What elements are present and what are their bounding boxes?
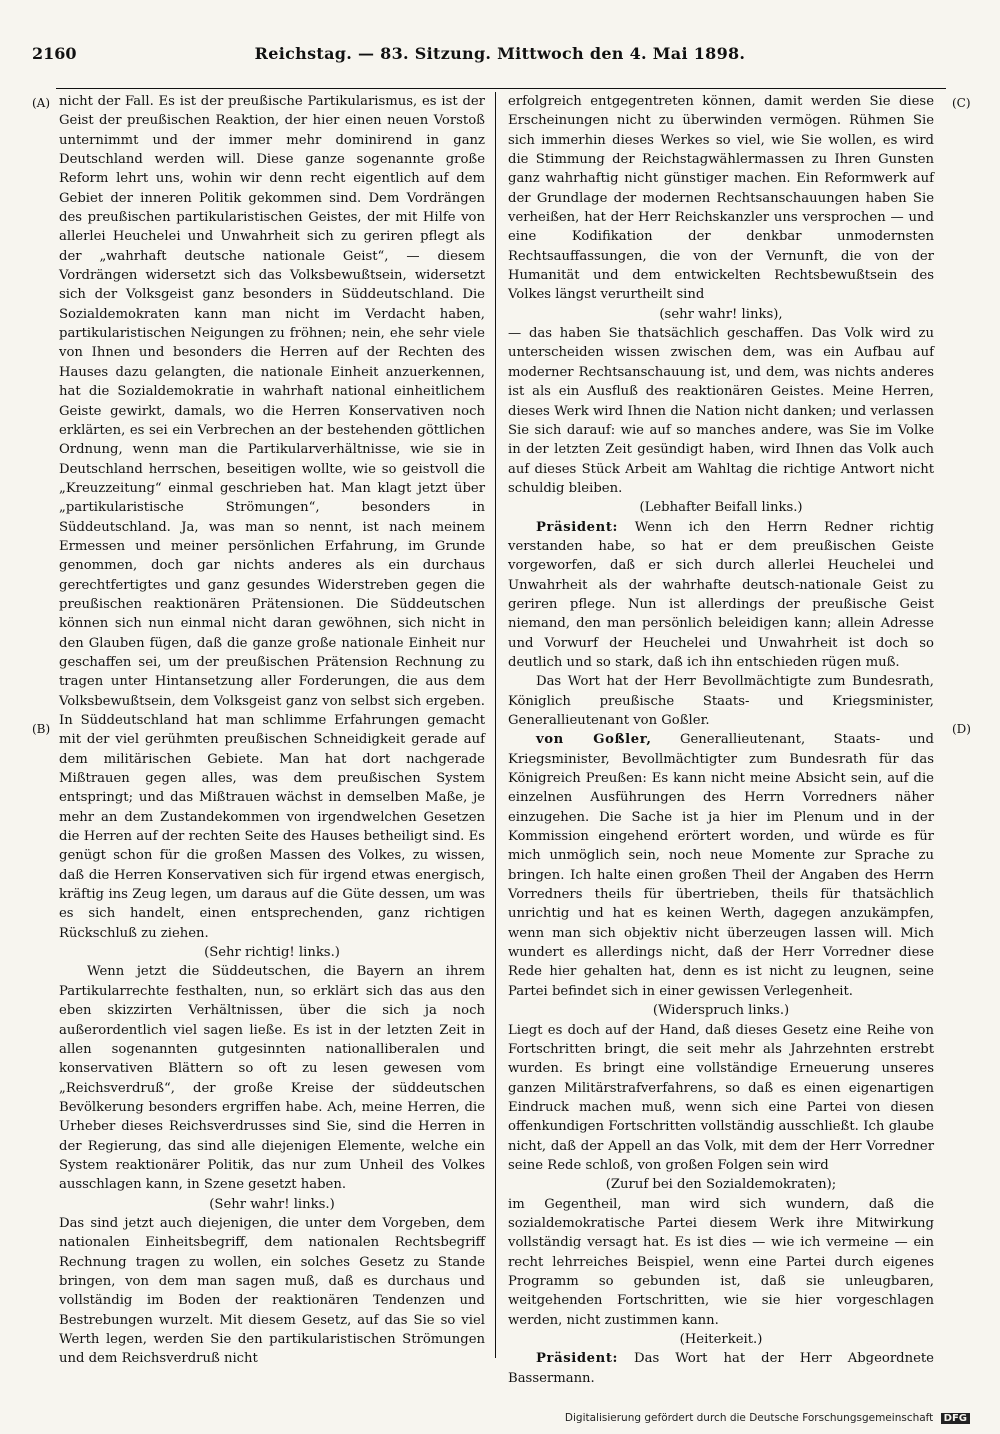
- speech-paragraph: [508, 730, 934, 1001]
- left-column: [59, 92, 485, 1367]
- interjection: (Zuruf bei den Sozialdemokraten);: [605, 1177, 837, 1193]
- speech-text: Das Wort hat der Herr Abgeordnete Bassermann.: [508, 1351, 934, 1386]
- interjection: (sehr wahr! links),: [659, 306, 783, 322]
- interjection: (Widerspruch links.): [652, 1003, 790, 1019]
- dfg-logo: DFG: [941, 1413, 970, 1424]
- running-title: Reichstag. — 83. Sitzung. Mittwoch den 4. Mai 1898.: [254, 44, 746, 63]
- speech-text: Generallieutenant, Staats- und Kriegsminister, Bevollmächtigter zum Bundesrath für das Königreich Preußen: Es kann nicht meine Absicht sein, auf die einzelnen Ausführungen des Herrn Vorredners näher einzugehen. Die Sache ist ja hier im Plenum und in der Kommission eingehend erörtert worden, und würde es für mich unmöglich sein, noch neue Momente zur Sprache zu bringen. Ich halte einen großen Theil der Angaben des Herrn Vorredners theils für übertrieben, theils für thatsächlich unrichtig und hat es keinen Werth, dagegen anzukämpfen, wenn man sich objektiv nicht überzeugen lassen will. Mich wundert es allerdings nicht, daß der Herr Vorredner diese Rede hier gehalten hat, denn es ist nicht zu leugnen, seine Partei befindet sich in einer gewissen Verlegenheit.: [508, 732, 934, 999]
- speaker-name: von Goßler,: [536, 732, 652, 748]
- speech-text: Wenn ich den Herrn Redner richtig verstanden habe, so hat er dem preußischen Geiste vorgeworfen, daß er sich durch allerlei Heuchelei und Unwahrheit als der wahrhafte deutsch-nationale Geist zu geriren pflege. Nun ist allerdings der preußische Geist niemand, den man persönlich beleidigen kann; allein Adresse und Vorwurf der Heuchelei und Unwahrheit ist doch so deutlich und so stark, daß ich ihn entschieden rügen muß.: [508, 519, 934, 670]
- credit-text: Digitalisierung gefördert durch die Deutsche Forschungsgemeinschaft: [564, 1412, 934, 1424]
- interjection: (Lebhafter Beifall links.): [639, 500, 803, 516]
- column-divider: [495, 92, 496, 1358]
- paragraph: Liegt es doch auf der Hand, daß dieses Gesetz eine Reihe von Fortschritten bringt, die seit mehr als Jahrzehnten erstrebt wurden. Es bringt eine vollständige Erneuerung unseres ganzen Militärstrafverfahrens, so daß es einen eigenartigen Eindruck machen muß, wenn sich eine Partei von diesen offenkundigen Fortschritten vollständig ausschließt. Ich glaube nicht, daß der Appell an das Volk, mit dem der Herr Vorredner seine Rede schloß, von großen Folgen sein wird: [508, 1022, 934, 1173]
- speech-paragraph: [508, 518, 934, 673]
- speech-paragraph: [508, 1349, 934, 1388]
- paragraph: Das Wort hat der Herr Bevollmächtigte zum Bundesrath, Königlich preußische Staats- und Kriegsminister, Generallieutenant von Goßler.: [508, 674, 934, 728]
- paragraph: nicht der Fall. Es ist der preußische Partikularismus, es ist der Geist der preußischen Reaktion, der hier einen neuen Vorstoß unternimmt und der immer mehr dominirend in ganz Deutschland werden will. Diese ganze sogenannte große Reform lehrt uns, wohin wir denn recht eigentlich auf dem Gebiet der inneren Politik gekommen sind. Dem Vordrängen des preußischen partikularistischen Geistes, der mit Hilfe von allerlei Heuchelei und Unwahrheit sich zu geriren pflegt als der „wahrhaft deutsche nationale Geist“, — diesem Vordrängen widersetzt sich das Volksbewußtsein, widersetzt sich der Volksgeist ganz besonders in Süddeutschland. Die Sozialdemokraten kann man nicht im Verdacht haben, partikularistischen Neigungen zu fröhnen; nein, ehe sehr viele von Ihnen und besonders die Herren auf der Rechten des Hauses dazu gelangten, die nationale Einheit anzuerkennen, hat die Sozialdemokratie in wahrhaft national einheitlichem Geiste gewirkt, damals, wo die Herren Konservativen noch erklärten, es sei ein Verbrechen an der bestehenden göttlichen Ordnung, wenn man die Partikularverhältnisse, wie sie in Deutschland herrschen, beseitigen wollte, wie so geistvoll die „Kreuzzeitung“ einmal geschrieben hat. Man klagt jetzt über „partikularistische Strömungen“, besonders in Süddeutschland. Ja, was man so nennt, ist nach meinem Ermessen und meiner persönlichen Erfahrung, im Grunde genommen, doch gar nichts anderes als ein durchaus gerechtfertigtes und ganz gesundes Widerstreben gegen die preußischen reaktionären Prätensionen. Die Süddeutschen können sich nun einmal nicht daran gewöhnen, sich nicht in den Glauben fügen, daß die ganze große nationale Einheit nur geschaffen sei, um der preußischen Prätension Rechnung zu tragen unter Hintansetzung aller Forderungen, die aus dem Volksbewußtsein, dem Volksgeist ganz von selbst sich ergeben. In Süddeutschland hat man schlimme Erfahrungen gemacht mit der viel gerühmten preußischen Schneidigkeit gerade auf dem militärischen Gebiete. Man hat dort nachgerade Mißtrauen gegen alles, was dem preußischen System entspringt; und das Mißtrauen wächst in demselben Maße, je mehr an dem Zustandekommen von irgendwelchen Gesetzen die Herren auf der rechten Seite des Hauses betheiligt sind. Es genügt schon für die großen Massen des Volkes, zu wissen, daß die Herren Konservativen sich für irgend etwas energisch, kräftig ins Zeug legen, um daraus auf die Güte dessen, um was es sich handelt, einen entsprechenden, ganz richtigen Rückschluß zu ziehen.: [59, 94, 485, 941]
- paragraph: Wenn jetzt die Süddeutschen, die Bayern an ihrem Partikularrechte festhalten, nun, so erklärt sich das aus den eben skizzirten Verhältnissen, über die sich ja noch außerordentlich viel sagen ließe. Es ist in der letzten Zeit in allen sogenannten gutgesinnten nationalliberalen und konservativen Blättern so oft zu lesen gewesen vom „Reichsverdruß“, der große Kreise der süddeutschen Bevölkerung besonders ergriffen habe. Ach, meine Herren, die Urheber dieses Reichsverdrusses sind Sie, sind die Herren in der Regierung, das sind alle diejenigen Elemente, welche ein System reaktionärer Politik, das nur zum Unheil des Volkes ausschlagen kann, in Szene gesetzt haben.: [59, 964, 485, 1193]
- margin-marker-d: (D): [952, 722, 971, 736]
- page-number: 2160: [32, 44, 77, 63]
- paragraph: erfolgreich entgegentreten können, damit werden Sie diese Erscheinungen nicht zu überwinden vermögen. Rühmen Sie sich immerhin dieses Werkes so viel, wie Sie wollen, es wird die Stimmung der Reichstagwählermassen zu Ihren Gunsten ganz wahrhaftig nicht günstiger machen. Ein Reformwerk auf der Grundlage der modernen Rechtsanschauungen haben Sie verheißen, hat der Herr Reichskanzler uns versprochen — und eine Kodifikation der denkbar unmodernsten Rechtsauffassungen, die von der Vernunft, die von der Humanität und dem entwickelten Rechtsbewußtsein des Volkes längst verurtheilt sind: [508, 94, 934, 303]
- paragraph: im Gegentheil, man wird sich wundern, daß die sozialdemokratische Partei diesem Werk ihre Mitwirkung vollständig versagt hat. Es ist dies — wie ich vermeine — ein recht lehrreiches Beispiel, wenn eine Partei durch eigenes Programm so gebunden ist, daß sie unleugbaren, weitgehenden Fortschritten, wie sie hier vorgeschlagen werden, nicht zustimmen kann.: [508, 1196, 934, 1328]
- margin-marker-a: (A): [32, 96, 51, 110]
- interjection: (Sehr wahr! links.): [209, 1196, 335, 1212]
- right-column: [508, 92, 934, 1386]
- header-rule: [56, 88, 946, 89]
- interjection: (Sehr richtig! links.): [204, 945, 340, 961]
- page-header: [32, 44, 968, 68]
- speaker-name: Präsident:: [536, 1351, 619, 1367]
- margin-marker-b: (B): [32, 722, 51, 736]
- paragraph: — das haben Sie thatsächlich geschaffen. Das Volk wird zu unterscheiden wissen zwischen dem, was ein Aufbau auf moderner Rechtsanschauung ist, und dem, was nichts anderes ist als ein Ausfluß des reaktionären Geistes. Meine Herren, dieses Werk wird Ihnen die Nation nicht danken; und verlassen Sie sich darauf: wie auf so manches andere, was Sie im Volke in der letzten Zeit gesündigt haben, wird Ihnen das Volk auch auf dieses Stück Arbeit am Wahltag die richtige Antwort nicht schuldig bleiben.: [508, 326, 934, 496]
- paragraph: Das sind jetzt auch diejenigen, die unter dem Vorgeben, dem nationalen Einheitsbegriff, dem nationalen Rechtsbegriff Rechnung tragen zu wollen, ein solches Gesetz zu Stande bringen, von dem man sagen muß, daß es durchaus und vollständig im Boden der reaktionären Tendenzen und Bestrebungen wurzelt. Mit diesem Gesetz, auf das Sie so viel Werth legen, werden Sie den partikularistischen Strömungen und dem Reichsverdruß nicht: [59, 1215, 485, 1367]
- margin-marker-c: (C): [952, 96, 971, 110]
- digitization-credit: [565, 1412, 970, 1424]
- speaker-name: Präsident:: [536, 519, 619, 535]
- interjection: (Heiterkeit.): [679, 1332, 763, 1347]
